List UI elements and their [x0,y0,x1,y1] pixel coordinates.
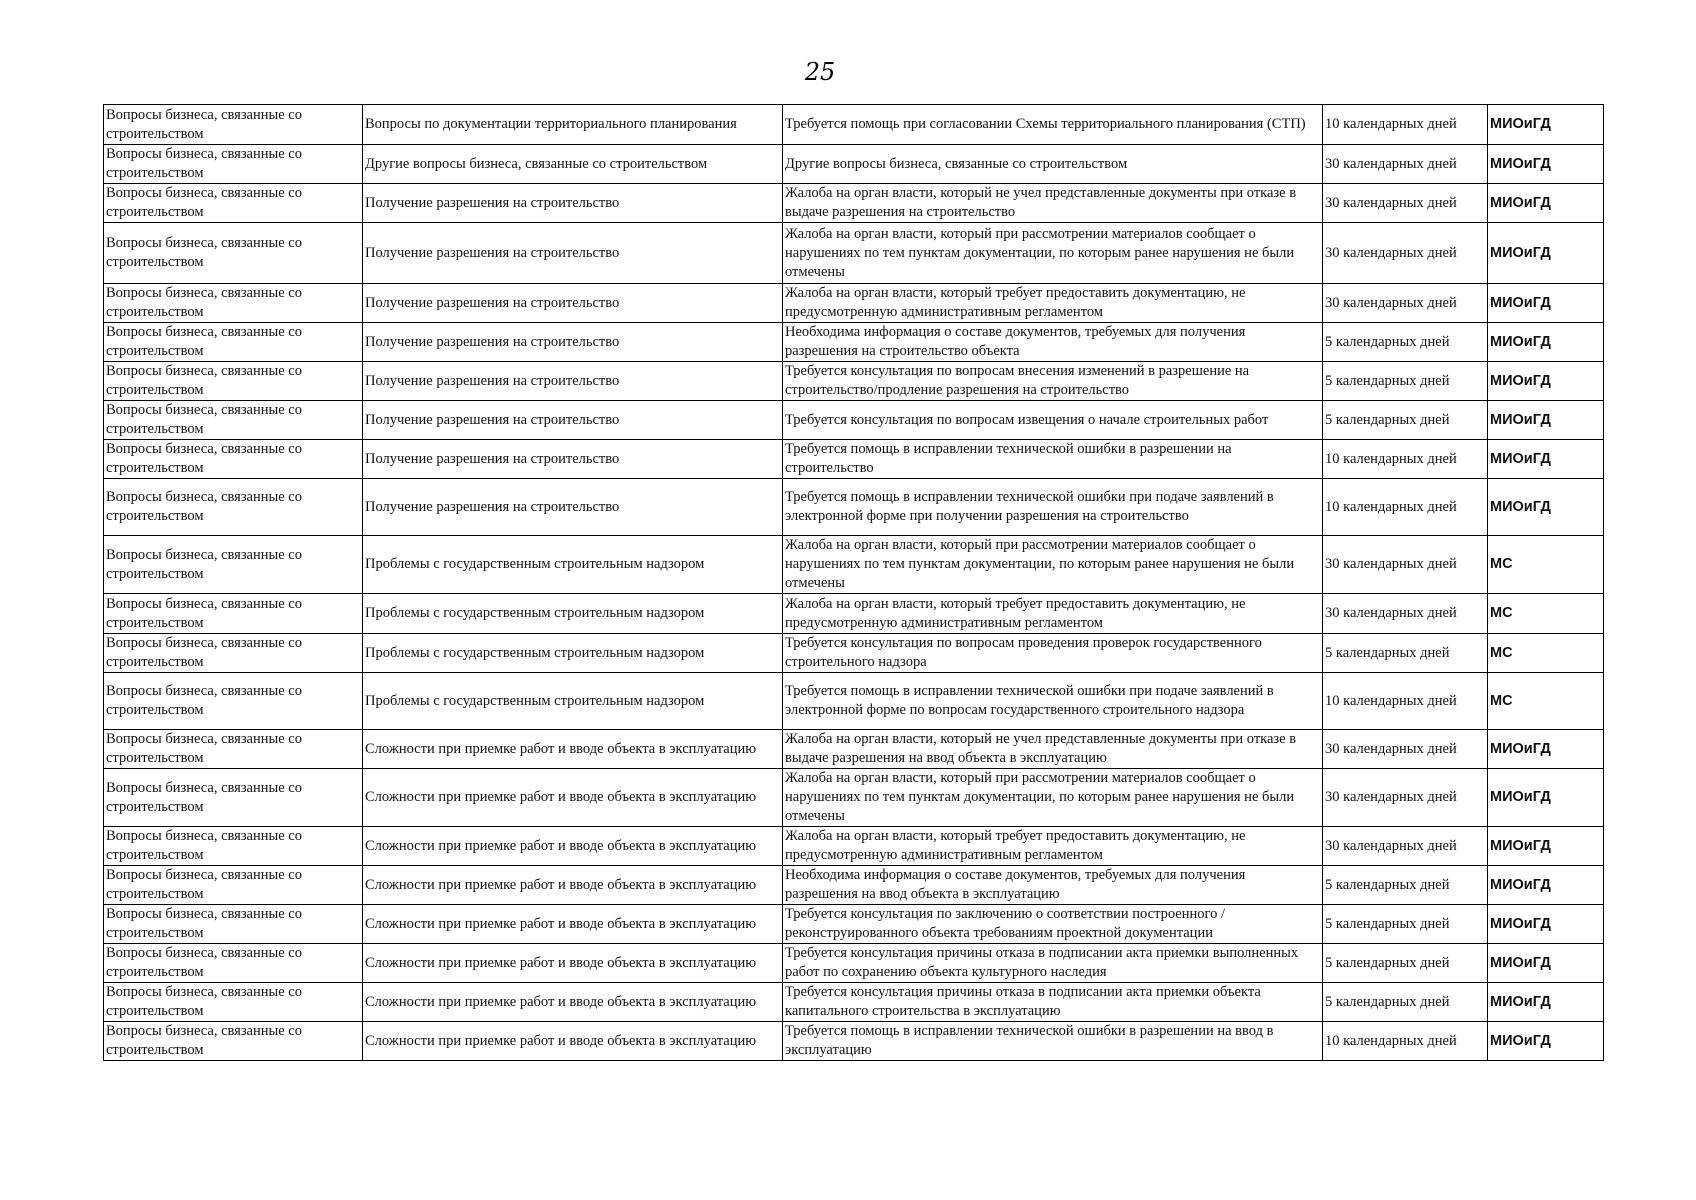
agency-cell: МИОиГД [1488,479,1604,536]
table-row [104,866,1604,905]
agency-cell: МИОиГД [1488,827,1604,866]
issue-cell: Необходима информация о составе документов, требуемых для получения разрешения на ввод объекта в эксплуатацию [783,866,1323,905]
issue-cell: Требуется помощь в исправлении технической ошибки в разрешении на строительство [783,440,1323,479]
term-cell: 30 календарных дней [1323,184,1488,223]
table-row [104,223,1604,284]
topic-cell: Сложности при приемке работ и вводе объекта в эксплуатацию [363,730,783,769]
term-cell: 5 календарных дней [1323,944,1488,983]
category-cell: Вопросы бизнеса, связанные со строительством [104,594,363,634]
category-cell: Вопросы бизнеса, связанные со строительством [104,866,363,905]
topic-cell: Получение разрешения на строительство [363,401,783,440]
agency-cell: МИОиГД [1488,944,1604,983]
term-cell: 30 календарных дней [1323,730,1488,769]
issue-cell: Требуется помощь в исправлении технической ошибки при подаче заявлений в электронной форме при получении разрешения на строительство [783,479,1323,536]
issue-cell: Необходима информация о составе документов, требуемых для получения разрешения на строительство объекта [783,323,1323,362]
issue-cell: Требуется помощь при согласовании Схемы территориального планирования (СТП) [783,105,1323,145]
table-row [104,323,1604,362]
topic-cell: Получение разрешения на строительство [363,440,783,479]
agency-cell: МИОиГД [1488,362,1604,401]
agency-cell: МИОиГД [1488,769,1604,827]
agency-cell: МИОиГД [1488,223,1604,284]
issue-cell: Требуется консультация по вопросам проведения проверок государственного строительного надзора [783,634,1323,673]
agency-cell: МИОиГД [1488,401,1604,440]
issue-cell: Требуется консультация причины отказа в подписании акта приемки объекта капитального строительства в эксплуатацию [783,983,1323,1022]
category-cell: Вопросы бизнеса, связанные со строительством [104,634,363,673]
category-cell: Вопросы бизнеса, связанные со строительством [104,362,363,401]
topic-cell: Проблемы с государственным строительным надзором [363,673,783,730]
agency-cell: МИОиГД [1488,866,1604,905]
issue-cell: Требуется консультация причины отказа в подписании акта приемки выполненных работ по сохранению объекта культурного наследия [783,944,1323,983]
issue-cell: Требуется помощь в исправлении технической ошибки в разрешении на ввод в эксплуатацию [783,1022,1323,1061]
issue-cell: Жалоба на орган власти, который при рассмотрении материалов сообщает о нарушениях по тем пунктам документации, по которым ранее нарушения не были отмечены [783,769,1323,827]
topic-cell: Сложности при приемке работ и вводе объекта в эксплуатацию [363,905,783,944]
agency-cell: МС [1488,673,1604,730]
term-cell: 30 календарных дней [1323,536,1488,594]
term-cell: 30 календарных дней [1323,827,1488,866]
category-cell: Вопросы бизнеса, связанные со строительством [104,479,363,536]
term-cell: 5 календарных дней [1323,634,1488,673]
topic-cell: Вопросы по документации территориального планирования [363,105,783,145]
table-row [104,401,1604,440]
term-cell: 5 календарных дней [1323,323,1488,362]
category-cell: Вопросы бизнеса, связанные со строительством [104,105,363,145]
term-cell: 5 календарных дней [1323,866,1488,905]
category-cell: Вопросы бизнеса, связанные со строительством [104,944,363,983]
agency-cell: МИОиГД [1488,323,1604,362]
topic-cell: Получение разрешения на строительство [363,284,783,323]
category-cell: Вопросы бизнеса, связанные со строительством [104,323,363,362]
topic-cell: Проблемы с государственным строительным надзором [363,594,783,634]
agency-cell: МИОиГД [1488,105,1604,145]
table-row [104,184,1604,223]
term-cell: 30 календарных дней [1323,769,1488,827]
issue-cell: Жалоба на орган власти, который не учел представленные документы при отказе в выдаче разрешения на ввод объекта в эксплуатацию [783,730,1323,769]
table-row [104,983,1604,1022]
topic-cell: Сложности при приемке работ и вводе объекта в эксплуатацию [363,944,783,983]
topic-cell: Получение разрешения на строительство [363,223,783,284]
issue-cell: Требуется консультация по заключению о соответствии построенного / реконструированного объекта требованиям проектной документации [783,905,1323,944]
agency-cell: МИОиГД [1488,983,1604,1022]
topic-cell: Получение разрешения на строительство [363,479,783,536]
table-row [104,105,1604,145]
issue-cell: Жалоба на орган власти, который требует предоставить документацию, не предусмотренную административным регламентом [783,284,1323,323]
term-cell: 5 календарных дней [1323,401,1488,440]
agency-cell: МИОиГД [1488,730,1604,769]
agency-cell: МИОиГД [1488,145,1604,184]
issue-cell: Требуется консультация по вопросам извещения о начале строительных работ [783,401,1323,440]
category-cell: Вопросы бизнеса, связанные со строительством [104,827,363,866]
table-body [104,105,1604,1061]
agency-cell: МИОиГД [1488,905,1604,944]
table-row [104,145,1604,184]
term-cell: 10 календарных дней [1323,1022,1488,1061]
table-row [104,634,1604,673]
category-cell: Вопросы бизнеса, связанные со строительством [104,905,363,944]
table-row [104,479,1604,536]
issue-cell: Жалоба на орган власти, который при рассмотрении материалов сообщает о нарушениях по тем пунктам документации, по которым ранее нарушения не были отмечены [783,536,1323,594]
topic-cell: Получение разрешения на строительство [363,184,783,223]
agency-cell: МИОиГД [1488,1022,1604,1061]
term-cell: 10 календарных дней [1323,440,1488,479]
table-row [104,536,1604,594]
category-cell: Вопросы бизнеса, связанные со строительством [104,730,363,769]
category-cell: Вопросы бизнеса, связанные со строительством [104,223,363,284]
category-cell: Вопросы бизнеса, связанные со строительством [104,983,363,1022]
topic-cell: Сложности при приемке работ и вводе объекта в эксплуатацию [363,866,783,905]
category-cell: Вопросы бизнеса, связанные со строительством [104,145,363,184]
agency-cell: МС [1488,594,1604,634]
table-row [104,769,1604,827]
category-cell: Вопросы бизнеса, связанные со строительством [104,401,363,440]
issue-cell: Требуется помощь в исправлении технической ошибки при подаче заявлений в электронной форме по вопросам государственного строительного надзора [783,673,1323,730]
term-cell: 10 календарных дней [1323,105,1488,145]
table-row [104,284,1604,323]
term-cell: 30 календарных дней [1323,594,1488,634]
page-number: 25 [804,58,836,86]
category-cell: Вопросы бизнеса, связанные со строительством [104,536,363,594]
topic-cell: Проблемы с государственным строительным надзором [363,536,783,594]
term-cell: 5 календарных дней [1323,362,1488,401]
term-cell: 5 календарных дней [1323,983,1488,1022]
topic-cell: Сложности при приемке работ и вводе объекта в эксплуатацию [363,827,783,866]
topic-cell: Сложности при приемке работ и вводе объекта в эксплуатацию [363,983,783,1022]
issue-cell: Требуется консультация по вопросам внесения изменений в разрешение на строительство/продление разрешения на строительство [783,362,1323,401]
category-cell: Вопросы бизнеса, связанные со строительством [104,1022,363,1061]
agency-cell: МИОиГД [1488,284,1604,323]
term-cell: 30 календарных дней [1323,145,1488,184]
table-row [104,730,1604,769]
topic-cell: Сложности при приемке работ и вводе объекта в эксплуатацию [363,769,783,827]
table-row [104,827,1604,866]
table-row [104,1022,1604,1061]
agency-cell: МС [1488,536,1604,594]
term-cell: 30 календарных дней [1323,284,1488,323]
issue-cell: Жалоба на орган власти, который не учел представленные документы при отказе в выдаче разрешения на строительство [783,184,1323,223]
agency-cell: МИОиГД [1488,184,1604,223]
table-row [104,594,1604,634]
category-cell: Вопросы бизнеса, связанные со строительством [104,673,363,730]
agency-cell: МИОиГД [1488,440,1604,479]
agency-cell: МС [1488,634,1604,673]
issue-cell: Жалоба на орган власти, который требует предоставить документацию, не предусмотренную административным регламентом [783,827,1323,866]
issue-cell: Жалоба на орган власти, который при рассмотрении материалов сообщает о нарушениях по тем пунктам документации, по которым ранее нарушения не были отмечены [783,223,1323,284]
table-row [104,944,1604,983]
topic-cell: Получение разрешения на строительство [363,362,783,401]
regulation-table [103,104,1604,1061]
topic-cell: Другие вопросы бизнеса, связанные со строительством [363,145,783,184]
table-row [104,673,1604,730]
term-cell: 30 календарных дней [1323,223,1488,284]
term-cell: 10 календарных дней [1323,673,1488,730]
issue-cell: Жалоба на орган власти, который требует предоставить документацию, не предусмотренную административным регламентом [783,594,1323,634]
term-cell: 5 календарных дней [1323,905,1488,944]
category-cell: Вопросы бизнеса, связанные со строительством [104,440,363,479]
issue-cell: Другие вопросы бизнеса, связанные со строительством [783,145,1323,184]
table-row [104,905,1604,944]
category-cell: Вопросы бизнеса, связанные со строительством [104,769,363,827]
topic-cell: Проблемы с государственным строительным надзором [363,634,783,673]
category-cell: Вопросы бизнеса, связанные со строительством [104,284,363,323]
topic-cell: Сложности при приемке работ и вводе объекта в эксплуатацию [363,1022,783,1061]
table-row [104,440,1604,479]
table-row [104,362,1604,401]
category-cell: Вопросы бизнеса, связанные со строительством [104,184,363,223]
topic-cell: Получение разрешения на строительство [363,323,783,362]
term-cell: 10 календарных дней [1323,479,1488,536]
